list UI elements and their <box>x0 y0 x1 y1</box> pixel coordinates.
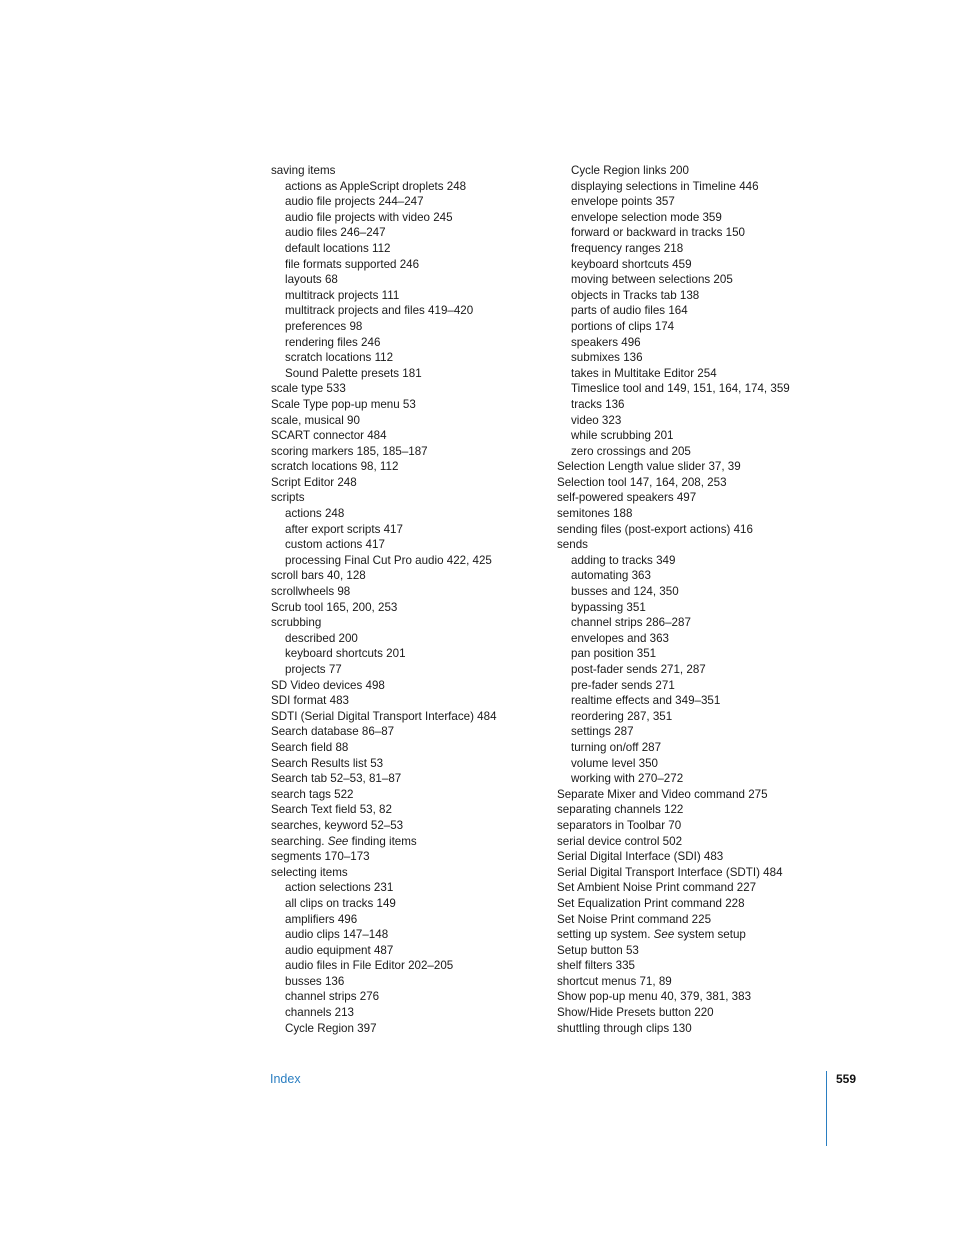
footer-divider <box>826 1071 827 1146</box>
index-subentry <box>557 584 837 600</box>
index-entry-text: SCART connector 484 <box>271 429 387 443</box>
index-entry-text: Selection tool 147, 164, 208, 253 <box>557 475 727 489</box>
index-entry-text: keyboard shortcuts 459 <box>571 257 692 271</box>
index-subentry <box>557 194 837 210</box>
see-reference: See <box>653 928 675 942</box>
index-entry-text: Set Ambient Noise Print command 227 <box>557 881 757 895</box>
index-entry-text: after export scripts 417 <box>285 522 403 536</box>
index-subentry <box>557 553 837 569</box>
index-entry <box>557 943 837 959</box>
index-entry <box>271 771 551 787</box>
index-entry <box>557 459 837 475</box>
index-entry-text: scoring markers 185, 185–187 <box>271 444 428 458</box>
index-entry-text: SDTI (Serial Digital Transport Interface) 484 <box>271 709 497 723</box>
index-entry-text: preferences 98 <box>285 319 363 333</box>
index-entry-text: frequency ranges 218 <box>571 241 684 255</box>
index-entry-text: Cycle Region links 200 <box>571 164 689 177</box>
index-entry-text: envelope selection mode 359 <box>571 210 722 224</box>
index-entry-text: multitrack projects and files 419–420 <box>285 304 474 318</box>
index-entry-text: Set Noise Print command 225 <box>557 912 712 926</box>
index-entry <box>271 428 551 444</box>
index-entry-text: Show pop-up menu 40, 379, 381, 383 <box>557 990 752 1004</box>
index-entry-text: Separate Mixer and Video command 275 <box>557 787 768 801</box>
index-subentry <box>557 646 837 662</box>
index-entry-text: realtime effects and 349–351 <box>571 694 721 708</box>
index-subentry <box>557 724 837 740</box>
index-entry <box>271 397 551 413</box>
page-number: 559 <box>836 1072 857 1086</box>
index-entry-text: search tags 522 <box>271 787 354 801</box>
index-subentry <box>271 896 551 912</box>
index-entry-text: Search Text field 53, 82 <box>271 803 392 817</box>
index-entry-text: submixes 136 <box>571 351 643 365</box>
index-subentry <box>271 335 551 351</box>
index-subentry <box>271 225 551 241</box>
index-entry-text: bypassing 351 <box>571 600 646 614</box>
index-subentry <box>557 257 837 273</box>
index-entry <box>271 802 551 818</box>
index-column-left <box>271 163 551 1036</box>
index-subentry <box>271 350 551 366</box>
index-entry-text: envelope points 357 <box>571 195 675 209</box>
index-entry-text: selecting items <box>271 865 348 879</box>
index-entry-text: custom actions 417 <box>285 538 385 552</box>
index-subentry <box>557 179 837 195</box>
index-subentry <box>557 600 837 616</box>
index-entry <box>557 1021 837 1037</box>
index-subentry <box>557 210 837 226</box>
index-subentry <box>557 335 837 351</box>
index-entry-text: actions as AppleScript droplets 248 <box>285 179 467 193</box>
see-target: finding items <box>351 834 417 848</box>
index-entry <box>271 865 551 881</box>
index-entry <box>557 522 837 538</box>
index-subentry <box>557 225 837 241</box>
index-entry-text: settings 287 <box>571 725 634 739</box>
index-subentry <box>557 444 837 460</box>
index-subentry <box>271 241 551 257</box>
index-entry <box>271 740 551 756</box>
index-entry-text: pan position 351 <box>571 647 657 661</box>
index-entry-text: shuttling through clips 130 <box>557 1021 692 1035</box>
index-entry <box>557 1005 837 1021</box>
index-entry-text: audio clips 147–148 <box>285 928 389 942</box>
index-entry <box>271 787 551 803</box>
index-entry-text: speakers 496 <box>571 335 641 349</box>
index-entry <box>557 958 837 974</box>
index-entry-text: processing Final Cut Pro audio 422, 425 <box>285 553 492 567</box>
index-entry <box>557 506 837 522</box>
index-entry-text: projects 77 <box>285 663 342 676</box>
index-entry-text: channels 213 <box>285 1006 354 1020</box>
index-entry <box>557 896 837 912</box>
index-subentry <box>271 210 551 226</box>
index-column-right <box>557 163 837 1036</box>
index-entry <box>271 444 551 460</box>
index-entry-text: amplifiers 496 <box>285 912 358 926</box>
index-entry-text: SDI format 483 <box>271 694 349 708</box>
index-subentry <box>557 568 837 584</box>
index-entry-text: turning on/off 287 <box>571 740 662 754</box>
index-subentry <box>271 366 551 382</box>
index-subentry <box>557 241 837 257</box>
index-entry-text: audio file projects with video 245 <box>285 210 453 224</box>
index-entry-text: audio files in File Editor 202–205 <box>285 959 454 973</box>
index-entry <box>271 584 551 600</box>
index-entry-text: Scrub tool 165, 200, 253 <box>271 600 398 614</box>
index-entry <box>271 459 551 475</box>
index-entry <box>271 413 551 429</box>
index-subentry <box>557 381 837 397</box>
index-entry <box>557 834 837 850</box>
index-entry-text: Serial Digital Transport Interface (SDTI) 484 <box>557 865 783 879</box>
index-entry <box>557 912 837 928</box>
index-entry <box>271 834 551 850</box>
index-entry-text: Set Equalization Print command 228 <box>557 896 745 910</box>
index-entry <box>557 849 837 865</box>
index-entry-text: Script Editor 248 <box>271 475 357 489</box>
index-entry-text: automating 363 <box>571 569 651 583</box>
index-entry-text: adding to tracks 349 <box>571 553 676 567</box>
index-entry-text: rendering files 246 <box>285 335 381 349</box>
index-entry <box>271 615 551 631</box>
index-subentry <box>271 194 551 210</box>
index-subentry <box>557 319 837 335</box>
index-subentry <box>557 756 837 772</box>
index-entry-text: shelf filters 335 <box>557 959 635 973</box>
index-subentry <box>271 974 551 990</box>
index-entry-text: scripts <box>271 491 305 505</box>
index-entry-text: working with 270–272 <box>571 772 684 786</box>
index-entry-text: described 200 <box>285 631 358 645</box>
index-entry <box>557 989 837 1005</box>
index-entry <box>271 709 551 725</box>
index-entry-text: Search tab 52–53, 81–87 <box>271 772 402 786</box>
index-entry-text: scratch locations 112 <box>285 351 394 365</box>
index-entry-text: objects in Tracks tab 138 <box>571 288 700 302</box>
index-subentry <box>271 303 551 319</box>
index-entry-text: all clips on tracks 149 <box>285 896 396 910</box>
index-entry-text: tracks 136 <box>571 397 625 411</box>
index-entry <box>557 537 837 553</box>
index-entry <box>271 678 551 694</box>
index-entry <box>557 880 837 896</box>
index-subentry <box>271 631 551 647</box>
index-entry <box>557 818 837 834</box>
index-subentry <box>557 678 837 694</box>
index-entry-text: Serial Digital Interface (SDI) 483 <box>557 850 724 864</box>
index-subentry <box>557 709 837 725</box>
index-entry-text: Cycle Region 397 <box>285 1021 377 1035</box>
index-subentry <box>557 428 837 444</box>
index-entry-text: Selection Length value slider 37, 39 <box>557 460 741 474</box>
index-entry-text: sends <box>557 538 588 552</box>
index-subentry <box>271 288 551 304</box>
index-entry-text: channel strips 276 <box>285 990 380 1004</box>
index-entry-text: scroll bars 40, 128 <box>271 569 366 583</box>
see-reference: See <box>327 834 349 848</box>
footer-section-label: Index <box>270 1072 301 1086</box>
index-entry-text: scratch locations 98, 112 <box>271 460 399 474</box>
index-entry <box>271 568 551 584</box>
index-entry <box>557 490 837 506</box>
index-entry <box>271 163 551 179</box>
index-subentry <box>271 179 551 195</box>
index-entry-text: shortcut menus 71, 89 <box>557 974 672 988</box>
index-entry-text: Show/Hide Presets button 220 <box>557 1006 714 1020</box>
index-entry-text: audio equipment 487 <box>285 943 394 957</box>
index-entry-text: displaying selections in Timeline 446 <box>571 179 759 193</box>
index-subentry <box>271 943 551 959</box>
index-subentry <box>557 413 837 429</box>
index-subentry <box>271 662 551 678</box>
index-entry-text: busses and 124, 350 <box>571 585 679 599</box>
index-entry-text: searching. <box>271 834 325 848</box>
index-subentry <box>271 506 551 522</box>
index-subentry <box>557 740 837 756</box>
index-subentry <box>557 303 837 319</box>
index-entry-text: actions 248 <box>285 507 345 521</box>
index-subentry <box>557 366 837 382</box>
index-entry <box>271 756 551 772</box>
index-subentry <box>271 272 551 288</box>
index-subentry <box>271 1021 551 1037</box>
index-entry-text: separating channels 122 <box>557 803 684 817</box>
index-entry-text: post-fader sends 271, 287 <box>571 663 706 676</box>
index-entry-text: searches, keyword 52–53 <box>271 818 404 832</box>
index-entry-text: audio files 246–247 <box>285 226 386 240</box>
index-subentry <box>271 927 551 943</box>
index-entry-text: moving between selections 205 <box>571 273 733 287</box>
index-subentry <box>557 693 837 709</box>
index-subentry <box>271 646 551 662</box>
index-entry-text: multitrack projects 111 <box>285 288 400 302</box>
index-entry-text: takes in Multitake Editor 254 <box>571 366 717 380</box>
index-entry-text: scrollwheels 98 <box>271 585 351 599</box>
index-subentry <box>271 880 551 896</box>
index-entry-text: separators in Toolbar 70 <box>557 818 682 832</box>
index-entry <box>271 381 551 397</box>
index-entry-text: scale, musical 90 <box>271 413 360 427</box>
index-entry-text: channel strips 286–287 <box>571 616 691 630</box>
see-target: system setup <box>677 928 746 942</box>
index-entry-text: Search database 86–87 <box>271 725 395 739</box>
index-entry <box>271 475 551 491</box>
index-subentry <box>271 257 551 273</box>
index-subentry <box>271 537 551 553</box>
index-subentry <box>557 662 837 678</box>
index-entry-text: layouts 68 <box>285 273 338 287</box>
index-entry-text: Search Results list 53 <box>271 756 384 770</box>
index-subentry <box>557 771 837 787</box>
index-entry-text: serial device control 502 <box>557 834 683 848</box>
index-entry-text: action selections 231 <box>285 881 394 895</box>
index-entry-text: envelopes and 363 <box>571 631 669 645</box>
index-entry <box>271 490 551 506</box>
index-entry <box>271 724 551 740</box>
index-entry-text: reordering 287, 351 <box>571 709 673 723</box>
index-subentry <box>557 163 837 179</box>
index-subentry <box>557 631 837 647</box>
index-entry <box>271 693 551 709</box>
index-entry <box>271 818 551 834</box>
index-subentry <box>271 989 551 1005</box>
index-subentry <box>271 912 551 928</box>
index-entry-text: parts of audio files 164 <box>571 304 688 318</box>
index-entry-text: Setup button 53 <box>557 943 639 957</box>
index-entry-text: segments 170–173 <box>271 850 370 864</box>
index-subentry <box>557 288 837 304</box>
index-entry-text: scrubbing <box>271 616 322 630</box>
index-entry-text: setting up system. <box>557 928 651 942</box>
index-entry-text: Scale Type pop-up menu 53 <box>271 397 416 411</box>
index-entry <box>557 927 837 943</box>
index-subentry <box>271 958 551 974</box>
index-entry <box>557 974 837 990</box>
index-entry-text: semitones 188 <box>557 507 633 521</box>
index-subentry <box>271 1005 551 1021</box>
index-subentry <box>271 319 551 335</box>
index-entry-text: Sound Palette presets 181 <box>285 366 422 380</box>
index-entry <box>557 475 837 491</box>
index-entry-text: Timeslice tool and 149, 151, 164, 174, 359 <box>571 382 790 396</box>
index-entry-text: default locations 112 <box>285 241 391 255</box>
index-entry-text: pre-fader sends 271 <box>571 678 675 692</box>
index-entry-text: portions of clips 174 <box>571 319 675 333</box>
index-entry-text: zero crossings and 205 <box>571 444 691 458</box>
index-entry-text: volume level 350 <box>571 756 659 770</box>
index-entry <box>557 802 837 818</box>
index-entry-text: Search field 88 <box>271 740 349 754</box>
index-entry-text: file formats supported 246 <box>285 257 420 271</box>
index-entry-text: sending files (post-export actions) 416 <box>557 522 753 536</box>
index-entry-text: while scrubbing 201 <box>571 429 674 443</box>
index-entry-text: busses 136 <box>285 974 345 988</box>
index-entry-text: scale type 533 <box>271 382 346 396</box>
index-subentry <box>271 553 551 569</box>
index-entry-text: SD Video devices 498 <box>271 678 385 692</box>
index-subentry <box>557 397 837 413</box>
index-entry-text: keyboard shortcuts 201 <box>285 647 406 661</box>
index-subentry <box>557 272 837 288</box>
index-entry-text: saving items <box>271 164 336 177</box>
index-entry <box>271 600 551 616</box>
index-entry-text: audio file projects 244–247 <box>285 195 424 209</box>
index-entry <box>557 787 837 803</box>
index-subentry <box>271 522 551 538</box>
index-entry <box>557 865 837 881</box>
index-entry <box>271 849 551 865</box>
index-subentry <box>557 350 837 366</box>
index-entry-text: forward or backward in tracks 150 <box>571 226 745 240</box>
index-entry-text: video 323 <box>571 413 622 427</box>
index-subentry <box>557 615 837 631</box>
index-entry-text: self-powered speakers 497 <box>557 491 697 505</box>
